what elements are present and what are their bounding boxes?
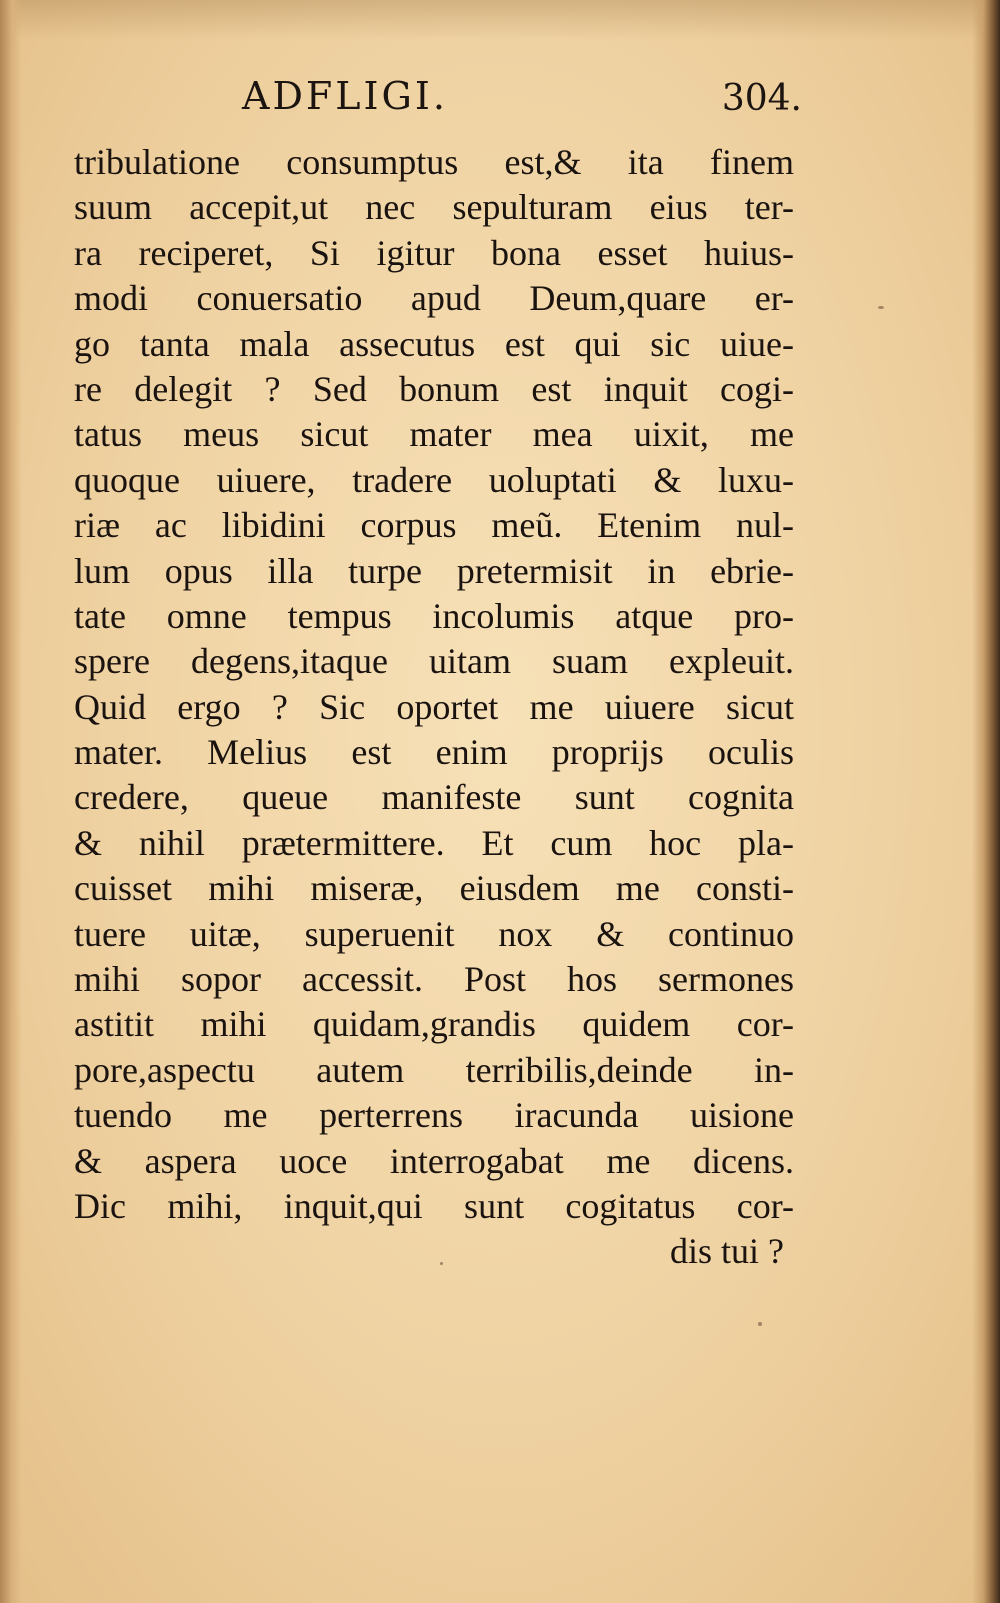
text-line: tuere uitæ, superuenit nox & continuo xyxy=(74,913,794,954)
page-top-shade xyxy=(0,0,1000,40)
paper-speck xyxy=(878,306,884,309)
paper-speck xyxy=(440,1262,443,1265)
page-number: 304. xyxy=(721,78,802,119)
paper-speck xyxy=(758,1322,762,1326)
text-line: pore,aspectu autem terribilis,deinde in- xyxy=(74,1049,794,1090)
text-line: tate omne tempus incolumis atque pro- xyxy=(74,595,794,636)
text-line: quoque uiuere, tradere uoluptati & luxu- xyxy=(74,459,794,500)
page-header xyxy=(242,74,802,126)
text-line-catchword: dis tui ? xyxy=(670,1231,784,1272)
text-line: go tanta mala assecutus est qui sic uiue- xyxy=(74,323,794,364)
page-edge-shadow xyxy=(972,0,1000,1603)
text-line: credere, queue manifeste sunt cognita xyxy=(74,777,794,818)
text-line: re delegit ? Sed bonum est inquit cogi- xyxy=(74,368,794,409)
text-line: cuisset mihi miseræ, eiusdem me consti- xyxy=(74,868,794,909)
spine-shadow xyxy=(0,0,22,1603)
text-line: modi conuersatio apud Deum,quare er- xyxy=(74,278,794,319)
text-line: ra reciperet, Si igitur bona esset huius- xyxy=(74,232,794,273)
text-line: suum accepit,ut nec sepulturam eius ter- xyxy=(74,187,794,228)
text-block xyxy=(74,140,794,1275)
text-line: tatus meus sicut mater mea uixit, me xyxy=(74,414,794,455)
text-line: & nihil prætermittere. Et cum hoc pla- xyxy=(74,822,794,863)
running-head: ADFLIGI. xyxy=(242,74,448,118)
text-line: & aspera uoce interrogabat me dicens. xyxy=(74,1140,794,1181)
text-line: spere degens,itaque uitam suam expleuit. xyxy=(74,641,794,682)
text-line: tuendo me perterrens iracunda uisione xyxy=(74,1095,794,1136)
text-line: astitit mihi quidam,grandis quidem cor- xyxy=(74,1004,794,1045)
text-line: tribulatione consumptus est,& ita finem xyxy=(74,142,794,182)
text-line: Dic mihi, inquit,qui sunt cogitatus cor- xyxy=(74,1185,794,1226)
text-line: lum opus illa turpe pretermisit in ebrie- xyxy=(74,550,794,591)
text-line: Quid ergo ? Sic oportet me uiuere sicut xyxy=(74,686,794,727)
text-line: riæ ac libidini corpus meũ. Etenim nul- xyxy=(74,505,794,546)
text-line: mater. Melius est enim proprijs oculis xyxy=(74,732,794,773)
text-line: mihi sopor accessit. Post hos sermones xyxy=(74,959,794,1000)
